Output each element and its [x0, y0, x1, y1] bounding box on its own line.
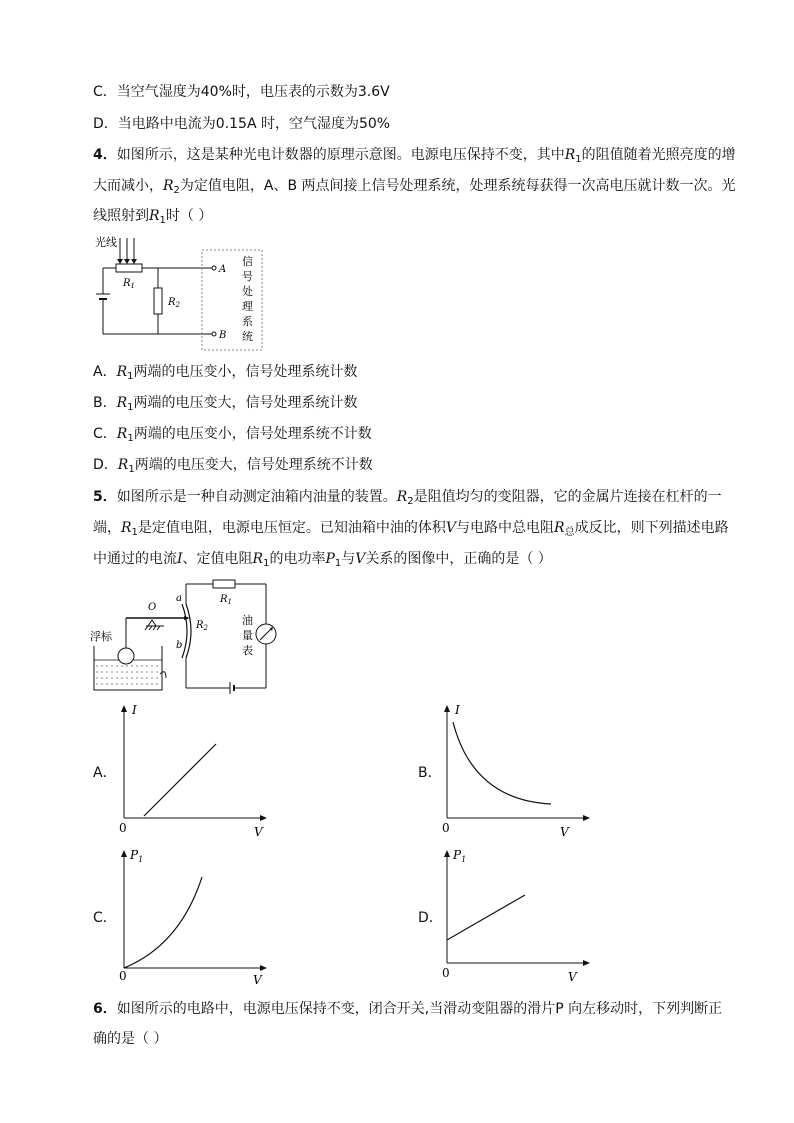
terminal-a-label: A	[219, 264, 227, 275]
r2-resistor	[154, 288, 162, 314]
signal-system-box	[202, 250, 262, 350]
graph-b-origin: 0	[442, 821, 450, 835]
q4-option-c: C．$R_1$两端的电压变小，信号处理系统不计数	[93, 426, 372, 444]
q5-oil-tank-figure	[90, 576, 280, 698]
q5-number: 5．	[93, 489, 117, 505]
q4-line-3: 线照射到$R_1$时（ ）	[93, 208, 213, 226]
q4-option-a: A．$R_1$两端的电压变小，信号处理系统计数	[93, 364, 358, 382]
graph-b-letter: B．	[418, 765, 442, 781]
svg-text:处: 处	[242, 285, 253, 298]
q6-line-2: 确的是（ ）	[93, 1031, 168, 1047]
graph-a	[110, 700, 280, 840]
terminal-b-label: B	[219, 330, 227, 341]
graph-c-curve	[124, 877, 202, 968]
graph-c-x-label: V	[253, 973, 262, 987]
q4-number: 4．	[93, 147, 117, 163]
graph-c	[110, 845, 280, 985]
graph-d-x-label: V	[568, 970, 577, 984]
q5-line-2: 端，$R_1$是定值电阻，电源电压恒定。已知油箱中油的体积V与电路中总电阻$R_总$成反比，则下列描述电路	[93, 520, 729, 538]
q6-line-1: 6．如图所示的电路中，电源电压保持不变，闭合开关,当滑动变阻器的滑片P 向左移动时，下列判断正	[93, 1001, 723, 1017]
graph-a-curve	[144, 744, 216, 816]
svg-text:表: 表	[242, 644, 253, 657]
b-label: b	[176, 640, 183, 651]
q5-line-1: 5．如图所示是一种自动测定油箱内油量的装置。$R_2$是阻值均匀的变阻器，它的金属片连接在杠杆的一	[93, 489, 722, 507]
q5-line-3: 中通过的电流I、定值电阻$R_1$的电功率$P_1$与V关系的图像中，正确的是（ ）	[93, 551, 552, 569]
graph-b-x-label: V	[560, 825, 569, 839]
pivot-o-label: O	[148, 602, 157, 613]
light-label: 光线	[95, 236, 117, 249]
svg-text:信: 信	[242, 255, 253, 268]
float-label: 浮标	[90, 630, 112, 643]
graph-a-y-label: I	[132, 703, 137, 717]
q4-option-d: D．$R_1$两端的电压变大，信号处理系统不计数	[93, 457, 373, 475]
graph-d	[433, 845, 603, 985]
graph-b	[433, 700, 603, 840]
graph-c-letter: C．	[93, 910, 117, 926]
float	[118, 648, 134, 664]
svg-text:油: 油	[242, 614, 253, 627]
r1-resistor	[213, 580, 235, 588]
graph-a-x-label: V	[254, 825, 263, 839]
graph-d-letter: D．	[418, 910, 443, 926]
svg-text:系: 系	[242, 315, 253, 328]
q4-circuit-figure	[90, 232, 270, 354]
graph-a-origin: 0	[119, 821, 127, 835]
q4-option-b: B．$R_1$两端的电压变大，信号处理系统计数	[93, 395, 358, 413]
a-label: a	[176, 593, 182, 604]
graph-b-y-label: I	[455, 703, 460, 717]
q4-line-2: 大而减小，$R_2$为定值电阻，A、B 两点间接上信号处理系统，处理系统每获得一次高电压就计数一次。光	[93, 178, 736, 196]
graph-d-curve	[447, 895, 525, 940]
prev-option-c: C．当空气湿度为40%时，电压表的示数为3.6V	[93, 84, 390, 100]
graph-a-letter: A．	[93, 765, 117, 781]
svg-text:理: 理	[242, 300, 253, 313]
graph-c-origin: 0	[119, 969, 127, 983]
r2-label: $R_2$	[168, 297, 180, 309]
r2-label: $R_2$	[196, 620, 208, 632]
svg-text:量: 量	[242, 629, 253, 642]
graph-b-curve	[453, 722, 551, 804]
svg-text:号: 号	[242, 270, 253, 283]
graph-d-y-label: $P_1$	[453, 848, 467, 864]
graph-c-y-label: $P_1$	[130, 848, 144, 864]
svg-text:统: 统	[242, 330, 253, 343]
q4-line-1: 4．如图所示，这是某种光电计数器的原理示意图。电源电压保持不变，其中$R_1$的阻值随着光照亮度的增	[93, 147, 736, 165]
q6-number: 6．	[93, 1001, 117, 1017]
graph-d-origin: 0	[442, 966, 450, 980]
r1-resistor	[116, 264, 142, 272]
r1-label: $R_1$	[220, 594, 232, 606]
prev-option-d: D．当电路中电流为0.15A 时，空气湿度为50%	[93, 116, 391, 132]
r1-label: $R_1$	[123, 278, 135, 290]
